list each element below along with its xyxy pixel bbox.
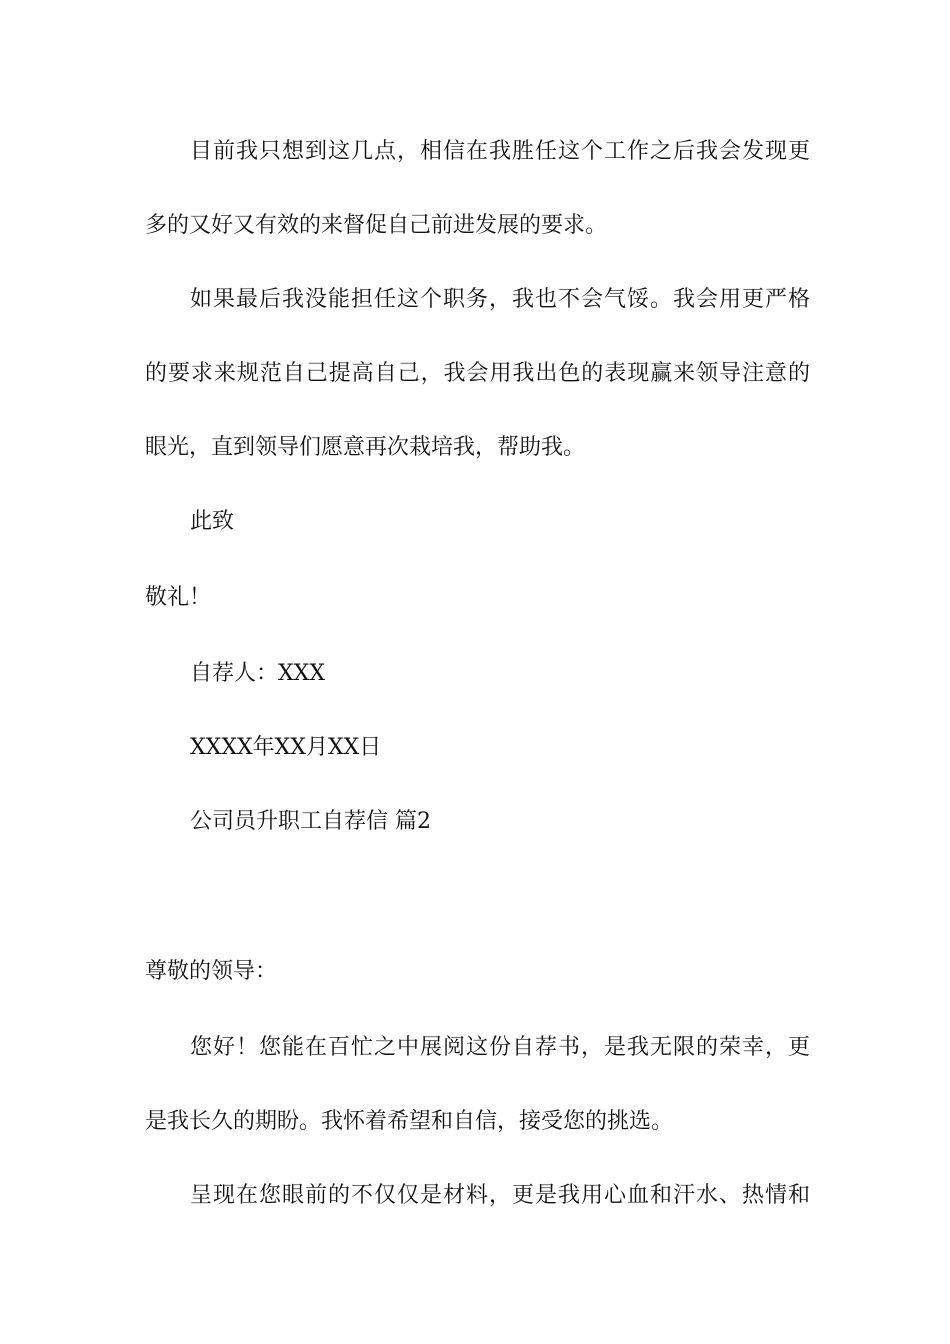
section-heading: 公司员升职工自荐信 篇2 (190, 809, 431, 834)
closing-salutation: 此致 (190, 509, 235, 534)
signature-date: XXXX年XX月XX日 (190, 735, 382, 760)
closing-regards: 敬礼！ (145, 585, 212, 610)
paragraph-line: 呈现在您眼前的不仅仅是材料，更是我用心血和汗水、热情和 (190, 1183, 810, 1208)
greeting: 尊敬的领导： (145, 959, 278, 984)
paragraph-line: 的要求来规范自己提高自己，我会用我出色的表现赢来领导注意的 (145, 361, 810, 386)
signature-name: 自荐人：XXX (190, 661, 325, 686)
paragraph-line: 眼光，直到领导们愿意再次栽培我，帮助我。 (145, 435, 586, 460)
paragraph-line: 多的又好又有效的来督促自己前进发展的要求。 (145, 213, 608, 238)
paragraph-line: 如果最后我没能担任这个职务，我也不会气馁。我会用更严格 (190, 287, 810, 312)
paragraph-line: 您好！您能在百忙之中展阅这份自荐书，是我无限的荣幸，更 (190, 1035, 810, 1060)
paragraph-line: 是我长久的期盼。我怀着希望和自信，接受您的挑选。 (145, 1109, 674, 1134)
paragraph-line: 目前我只想到这几点，相信在我胜任这个工作之后我会发现更 (190, 139, 810, 164)
